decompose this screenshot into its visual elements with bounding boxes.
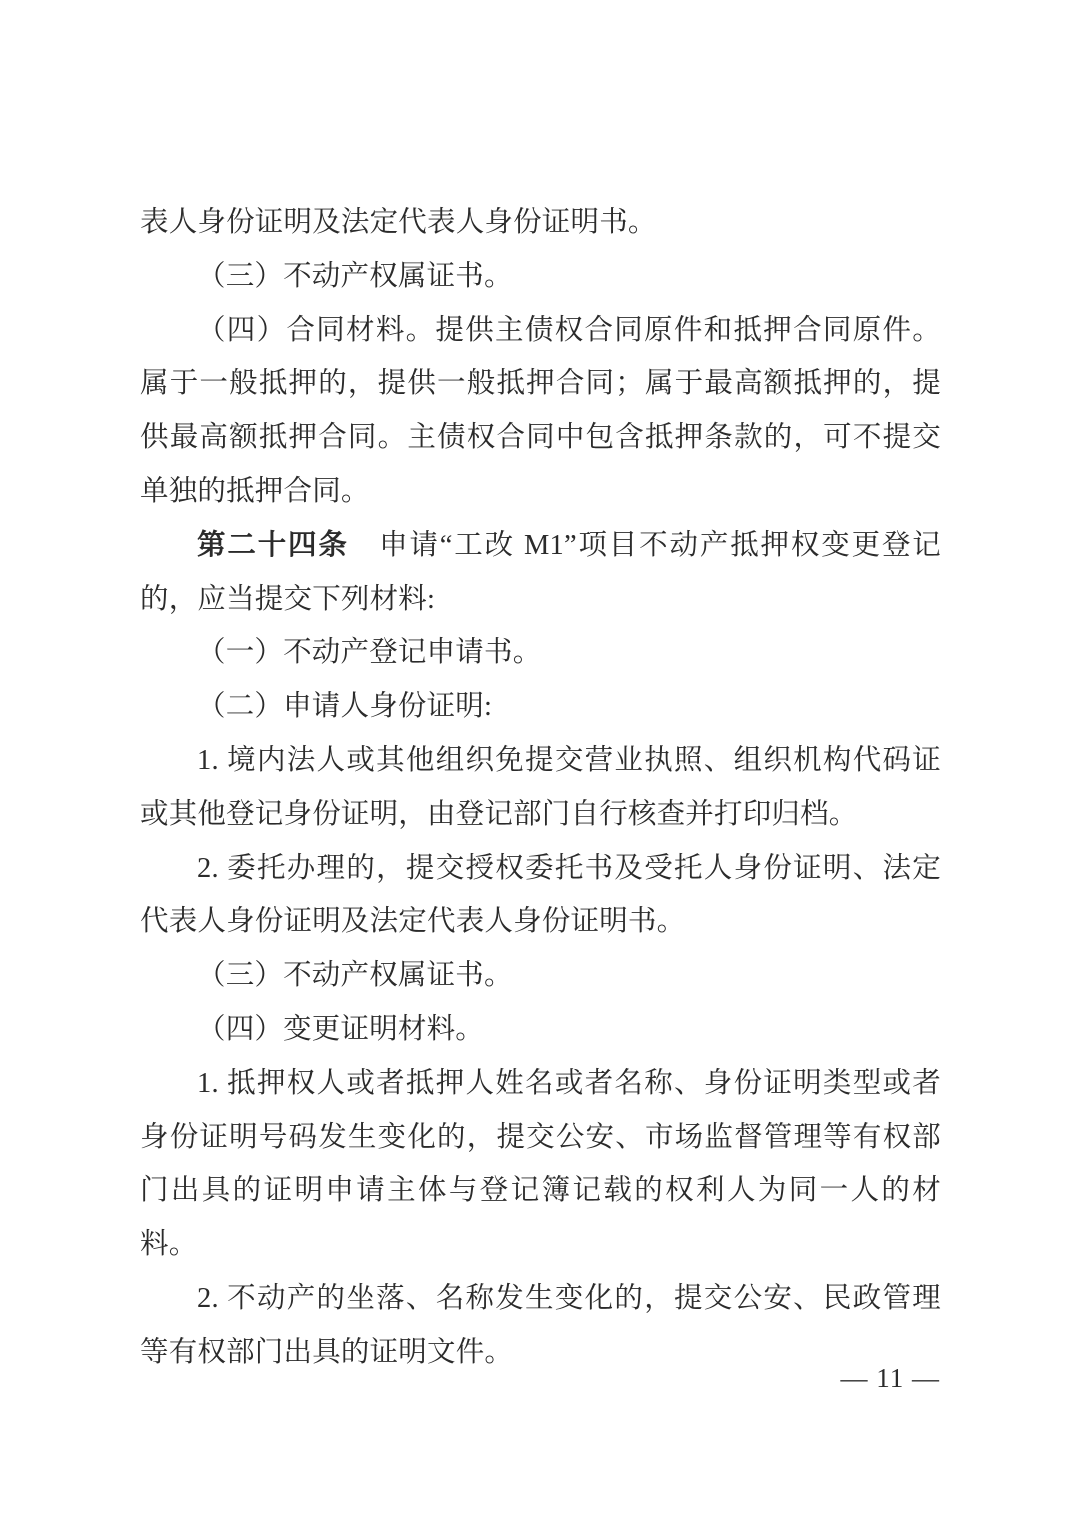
clause-item-1: （一）不动产登记申请书。 — [197, 637, 542, 669]
clause-item-2-identity: （二）申请人身份证明: — [197, 691, 493, 723]
clause-item-3: （三）不动产权属证书。 — [197, 260, 513, 292]
clause-item-4-contract-materials: （四）合同材料。提供主债权合同原件和抵押合同原件。属于一般抵押的，提供一般抵押合同；属于最高额抵押的，提供最高额抵押合同。主债权合同中包含抵押条款的，可不提交单独的抵押合同。 — [140, 314, 941, 507]
page-number: — 11 — — [840, 1363, 940, 1393]
article-24-number: 第二十四条 — [197, 529, 349, 561]
subitem-2-location-change: 2. 不动产的坐落、名称发生变化的，提交公安、民政管理等有权部门出具的证明文件。 — [140, 1282, 941, 1368]
subitem-2-entrusted-handling: 2. 委托办理的，提交授权委托书及受托人身份证明、法定代表人身份证明及法定代表人身份证明书。 — [140, 852, 941, 938]
clause-item-4-change-materials: （四）变更证明材料。 — [197, 1013, 485, 1045]
subitem-1-domestic-entities: 1. 境内法人或其他组织免提交营业执照、组织机构代码证或其他登记身份证明，由登记部门自行核查并打印归档。 — [140, 744, 941, 830]
paragraph-continuation: 表人身份证明及法定代表人身份证明书。 — [140, 207, 657, 238]
article-24-text: 申请“工改 M1”项目不动产抵押权变更登记的，应当提交下列材料: — [140, 529, 941, 615]
document-body — [140, 196, 941, 1380]
subitem-1-name-change: 1. 抵押权人或者抵押人姓名或者名称、身份证明类型或者身份证明号码发生变化的，提交公安、市场监督管理等有权部门出具的证明申请主体与登记簿记载的权利人为同一人的材料。 — [140, 1067, 941, 1261]
clause-item-3-certificate: （三）不动产权属证书。 — [197, 960, 513, 992]
article-24-heading-paragraph — [140, 519, 941, 627]
